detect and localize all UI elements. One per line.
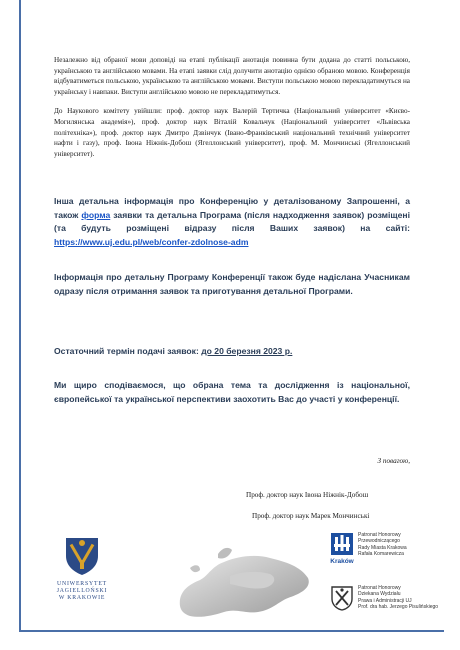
patron1-line: Rafała Komarewicza	[358, 551, 404, 558]
form-link[interactable]: форма	[81, 209, 111, 220]
website-link[interactable]: https://www.uj.edu.pl/web/confer-zdolnose-adm	[54, 236, 249, 247]
patron2-line: Prawa i Administracji UJ	[358, 597, 412, 604]
info-text-2: заявки та детальна Програма (після надходження заявок) розміщені (та будуть розміщені відразу після Ваших заявок) на сайті:	[54, 209, 411, 234]
uj-crest-icon	[62, 534, 102, 576]
patron1-line: Przewodniczącego	[358, 538, 400, 545]
patron1-line: Patronat Honorowy	[358, 532, 401, 538]
deadline-label: Остаточний термін подачі заявок:	[54, 346, 202, 356]
uj-name-line-1: UNIWERSYTET	[56, 581, 107, 587]
patron2-line: Patronat Honorowy	[358, 585, 401, 591]
uj-name-line-3: W KRAKOWIE	[58, 595, 106, 601]
committee-paragraph: До Наукового комітету увійшли: проф. доктор наук Валерій Тертичка (Національний університет «Києво-Могилянська академія»), проф. доктор наук Віталій Ковальчук (Національний університет «Львівська політехніка»), проф. доктор наук Дмитро Дзвінчук (Івано-Франківський національний технічний університет нафти і газу), проф. Івона Ніжнік-Добош (Ягеллонський університет), проф. М. Мончинські (Ягеллонський університет).	[54, 107, 410, 158]
patron-text-1	[358, 532, 443, 558]
language-paragraph: Незалежно від обраної мови доповіді на етапі публікації анотація повинна бути додана до статті польською, українською та англійською мовами. На етапі заявки слід долучити анотацію однією обраною мовою. Конференція відбуватиметься польською, українською та англійською мовами. Виступи польською мовою перекладатимуться на українську і навпаки. Виступи англійською мовою не перекладатимуться.	[54, 56, 410, 96]
krakow-crest-icon	[330, 532, 354, 556]
page-frame-bottom	[19, 630, 444, 632]
signature-line-2: Проф. доктор наук Марек Мончинські	[252, 512, 370, 520]
faculty-crest-icon	[330, 585, 354, 611]
info-text-1: Інша детальна інформація про Конференцію у деталізованому Запрошенні, а також	[54, 196, 410, 220]
krakow-label: Kraków	[330, 558, 354, 565]
signature-line-1: Проф. доктор наук Івона Ніжнік-Добош	[246, 491, 369, 499]
patron1-line: Rady Miasta Krakowa	[358, 544, 407, 551]
info-paragraph	[54, 195, 410, 249]
patron2-line: Prof. dra hab. Jerzego Pisulińskiego	[358, 604, 439, 611]
letter-body	[54, 55, 411, 520]
university-logo	[56, 534, 108, 602]
deadline-date: до 20 березня 2023 р.	[201, 346, 293, 356]
program-info-paragraph: Інформація про детальну Програму Конференції також буде надіслана Учасникам одразу після отримання заявок та приготування детальної Програми.	[54, 272, 410, 296]
patron-text-2	[358, 585, 443, 611]
hope-paragraph: Ми щиро сподіваємося, що обрана тема та дослідження із національної, європейської та української перспективи заохотить Вас до участі у конференції.	[54, 380, 410, 404]
uj-name-line-2: JAGIELLOŃSKI	[56, 588, 108, 594]
europe-map-image	[160, 536, 320, 626]
regards-text: З повагою,	[377, 457, 410, 465]
deadline-paragraph	[54, 345, 410, 359]
page-frame-left	[19, 0, 21, 632]
patron2-line: Dziekana Wydziału	[358, 591, 401, 598]
